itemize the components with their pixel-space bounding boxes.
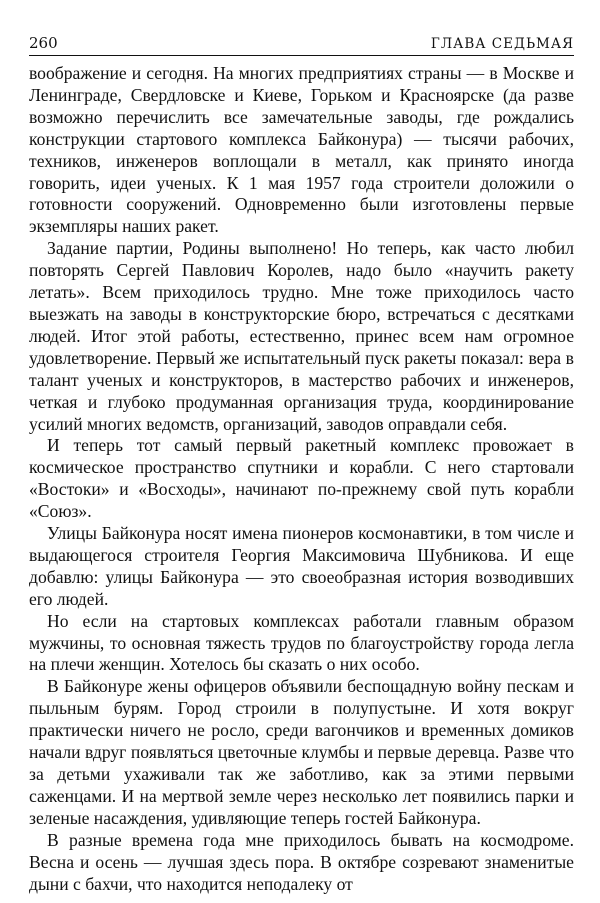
paragraph: И теперь тот самый первый ракетный комплекс провожает в космическое пространство спутники и корабли. С него стартовали «Востоки» и «Восходы», начинают по-прежнему свой путь корабли «Союз». <box>29 435 574 522</box>
paragraph: В Байконуре жены офицеров объявили беспощадную войну пескам и пыльным бурям. Город строили в полупустыне. И хотя вокруг практически ничего не росло, среди вагончиков и временных домиков начали вдруг появляться цветочные клумбы и первые деревца. Разве что за детьми ухаживали так же заботливо, как за этими первыми саженцами. И на мертвой земле через несколько лет появились парки и зеленые насаждения, удивляющие теперь гостей Байконура. <box>29 676 574 828</box>
chapter-title: ГЛАВА СЕДЬМАЯ <box>430 36 574 52</box>
book-page <box>29 34 574 895</box>
paragraph: В разные времена года мне приходилось бывать на космодроме. Весна и осень — лучшая здесь пора. В октябре созревают знаменитые дыни с бахчи, что находится неподалеку от <box>29 829 574 894</box>
paragraph-continued: воображение и сегодня. На многих предприятиях страны — в Москве и Ленинграде, Свердловске и Киеве, Горьком и Красноярске (да разве возможно перечислить все замечательные заводы, где рождались конструкции стартового комплекса Байконура) — тысячи рабочих, техников, инженеров воплощали в металл, как принято иногда говорить, идеи ученых. К 1 мая 1957 года строители доложили о готовности сооружений. Одновременно были изготовлены первые экземпляры наших ракет. <box>29 63 574 237</box>
paragraph: Улицы Байконура носят имена пионеров космонавтики, в том числе и выдающегося строителя Георгия Максимовича Шубникова. И еще добавлю: улицы Байконура — это своеобразная история возводивших его людей. <box>29 523 574 609</box>
body-text <box>29 63 574 895</box>
running-header <box>29 34 574 56</box>
paragraph: Но если на стартовых комплексах работали главным образом мужчины, то основная тяжесть трудов по благоустройству города легла на плечи женщин. Хотелось бы сказать о них особо. <box>29 610 574 675</box>
paragraph: Задание партии, Родины выполнено! Но теперь, как часто любил повторять Сергей Павлович Королев, надо было «научить ракету летать». Всем приходилось трудно. Мне тоже приходилось часто выезжать на заводы в конструкторские бюро, встречаться с десятками людей. Итог этой работы, естественно, принес всем нам огромное удовлетворение. Первый же испытательный пуск ракеты показал: вера в талант ученых и конструкторов, в мастерство рабочих и инженеров, четкая и глубоко продуманная организация труда, координирование усилий многих ведомств, организаций, заводов оправдали себя. <box>29 238 574 434</box>
page-number: 260 <box>29 34 58 52</box>
